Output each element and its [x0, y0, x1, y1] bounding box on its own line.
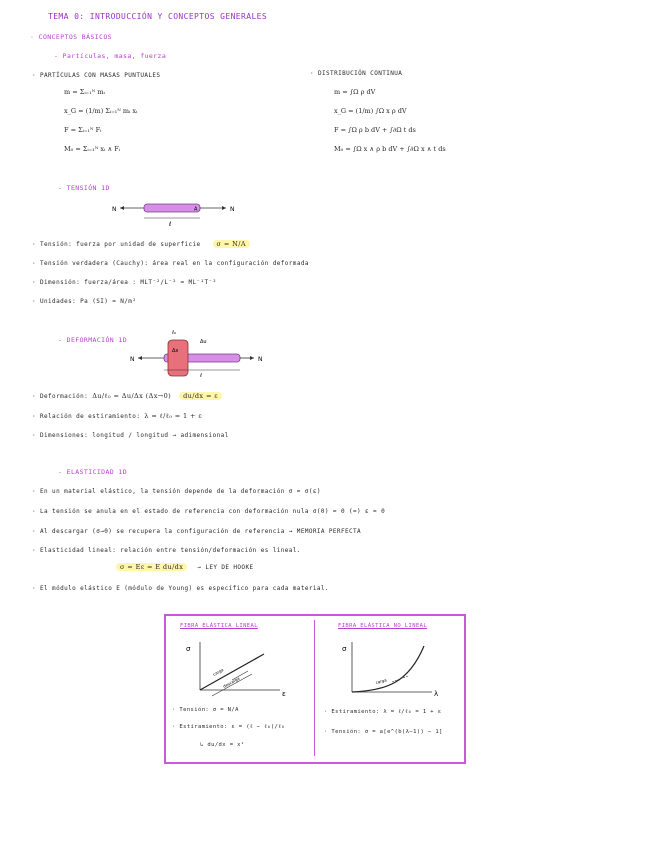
stretch-label: · Relación de estiramiento: [32, 413, 141, 420]
nonlinear-tension: · Tensión: σ = a[e^(b(λ−1)) − 1] [324, 729, 443, 735]
section-heading-elasticidad: - ELASTICIDAD 1D [58, 468, 128, 476]
linear-tension: · Tensión: σ = N/A [172, 707, 239, 713]
linear-stretch: · Estiramiento: ε = (ℓ − ℓ₀)/ℓ₀ [172, 724, 286, 730]
dx-label: Δx [172, 348, 179, 354]
du-label: Δu [200, 339, 207, 345]
elasticity-line-5: · El módulo elástico E (módulo de Young) es específico para cada material. [32, 585, 329, 592]
dimensions-text: longitud / longitud → adimensional [92, 432, 229, 439]
eq-mass-discrete: m = Σᵢ₌₁ᴺ mᵢ [64, 88, 105, 96]
tension-bar-figure [110, 198, 240, 230]
nonlinear-x-axis-label: λ [434, 690, 439, 698]
linear-y-axis-label: σ [186, 645, 191, 653]
deformation-formula: du/dx = ε [179, 392, 222, 400]
arrow-head-left [138, 356, 142, 360]
hooke-label: → LEY DE HOOKE [197, 564, 254, 571]
units-row [32, 298, 136, 305]
eq-centroid-continuous: x_G = (1/m) ∫Ω x ρ dV [334, 107, 407, 115]
area-label: A [194, 206, 198, 213]
section-heading-deformacion: - DEFORMACIÓN 1D [58, 336, 128, 344]
section-heading-conceptos: · CONCEPTOS BÁSICOS [30, 33, 112, 41]
cauchy-row [32, 260, 309, 267]
length-label: ℓ [200, 373, 203, 378]
linear-x-axis-label: ε [282, 690, 286, 698]
cauchy-label: · Tensión verdadera (Cauchy): [32, 260, 149, 267]
hooke-formula: σ = Eε = E du/dx [116, 563, 187, 571]
right-column-title: · DISTRIBUCIÓN CONTINUA [310, 70, 403, 77]
eq-centroid-discrete: x_G = (1/m) Σᵢ₌₁ᴺ mᵢ xᵢ [64, 107, 138, 115]
force-label-left: N [130, 356, 135, 363]
dimension-text: fuerza/área : MLT⁻²/L⁻² = ML⁻¹T⁻² [84, 279, 217, 286]
units-label: · Unidades: [32, 298, 77, 305]
descarga-arrow [212, 674, 252, 696]
subsection-heading-particulas: - Partículas, masa, fuerza [54, 52, 167, 60]
tension-def-text: fuerza por unidad de superficie [76, 241, 201, 248]
cauchy-text: área real en la configuración deformada [152, 260, 309, 267]
nonlinear-curve [352, 646, 424, 692]
tension-formula: σ = N/A [213, 240, 250, 248]
nonlinear-fiber-title: FIBRA ELÁSTICA NO LINEAL [338, 623, 428, 629]
page-title: TEMA 0: INTRODUCCIÓN Y CONCEPTOS GENERALES [48, 12, 268, 21]
deformation-row [32, 392, 222, 400]
eq-moment-discrete: M₀ = Σᵢ₌₁ᴺ xᵢ ∧ Fᵢ [64, 145, 121, 153]
deformation-text: Δu/ℓ₀ = Δu/Δx (Δx→0) [92, 392, 172, 400]
nonlinear-stretch: · Estiramiento: λ = ℓ/ℓ₀ = 1 + ε [324, 709, 442, 715]
deformation-figure [128, 326, 268, 378]
deformed-block [168, 340, 188, 376]
tension-def-row [32, 240, 250, 248]
elasticity-line-2: · La tensión se anula en el estado de referencia con deformación nula σ(0) = 0 (=) ε = 0 [32, 508, 386, 515]
stretch-text: λ = ℓ/ℓ₀ = 1 + ε [144, 412, 203, 420]
descarga-label: descarga [222, 675, 241, 689]
elasticity-line-3: · Al descargar (σ→0) se recupera la configuración de referencia → MEMORIA PERFECTA [32, 528, 362, 535]
hooke-row [116, 563, 253, 571]
dimensions-label: · Dimensiones: [32, 432, 89, 439]
box-divider [314, 620, 315, 756]
linear-fiber-title: FIBRA ELÁSTICA LINEAL [180, 623, 258, 629]
eq-mass-continuous: m = ∫Ω ρ dV [334, 88, 376, 96]
force-label-right: N [230, 206, 235, 213]
arrow-head-right [222, 206, 226, 210]
tension-def-label: · Tensión: [32, 241, 73, 248]
nonlinear-graph [336, 638, 456, 700]
l0-label: ℓ₀ [172, 330, 177, 336]
nonlinear-y-axis-label: σ [342, 645, 347, 653]
force-label-left: N [112, 206, 117, 213]
linear-graph [180, 638, 300, 700]
bar-body [144, 204, 200, 212]
length-label: ℓ [169, 221, 172, 228]
elasticity-line-4: · Elasticidad lineal: relación entre tensión/deformación es lineal. [32, 547, 301, 554]
arrow-head-left [120, 206, 124, 210]
dimension-label: · Dimensión: [32, 279, 81, 286]
stretch-row [32, 412, 202, 420]
arrow-head-right [250, 356, 254, 360]
dimension-row [32, 279, 217, 286]
elasticity-line-1: · En un material elástico, la tensión depende de la deformación σ = σ(ε) [32, 488, 321, 495]
deformation-label: · Deformación: [32, 393, 89, 400]
nonlinear-curve-label: carga [375, 677, 388, 685]
linear-derivative: ↳ du/dx = x¹ [200, 742, 245, 748]
eq-force-continuous: F = ∫Ω ρ b dV + ∫∂Ω t ds [334, 126, 416, 134]
force-label-right: N [258, 356, 263, 363]
eq-force-discrete: F = Σᵢ₌₁ᴺ Fᵢ [64, 126, 102, 134]
left-column-title: · PARTÍCULAS CON MASAS PUNTUALES [32, 72, 161, 79]
section-heading-tension: - TENSIÓN 1D [58, 184, 110, 192]
carga-label: carga [212, 667, 225, 677]
dimensions-row [32, 432, 229, 439]
units-text: Pa (SI) = N/m² [80, 298, 137, 305]
eq-moment-continuous: M₀ = ∫Ω x ∧ ρ b dV + ∫∂Ω x ∧ t ds [334, 145, 446, 153]
